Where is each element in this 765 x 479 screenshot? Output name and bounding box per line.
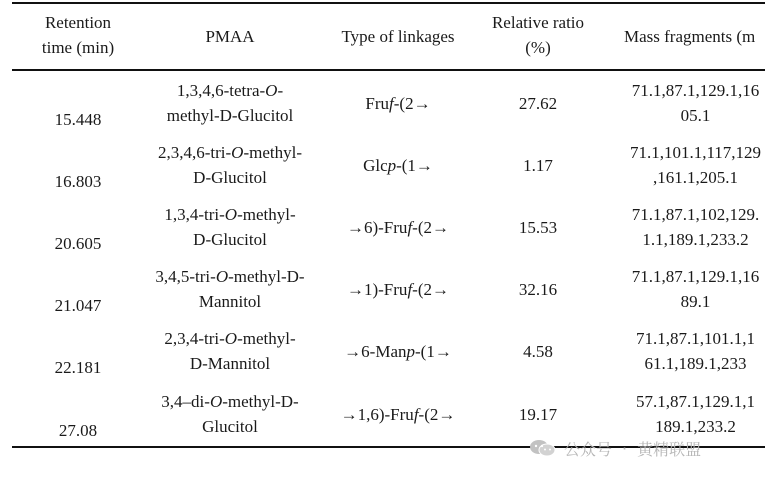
retention-time-cell <box>28 418 128 443</box>
linkage-cell <box>318 339 478 364</box>
mass-fragments-line2: 61.1,189.1,233 <box>644 354 747 373</box>
linkage-part: -(2→ <box>412 280 449 299</box>
mass-fragments-line1: 71.1,87.1,102,129. <box>631 205 760 224</box>
retention-time-cell <box>28 231 128 256</box>
linkage-part: Fru <box>365 94 390 113</box>
mass-fragments-line2: 05.1 <box>680 106 711 125</box>
retention-time: 20.605 <box>54 234 102 253</box>
pmaa-part: 2,3,4,6-tri- <box>157 143 232 162</box>
mass-fragments-cell <box>626 202 765 252</box>
linkage-italic: f <box>407 218 413 237</box>
pmaa-cell <box>150 264 310 314</box>
pmaa-part: D-Mannitol <box>189 354 271 373</box>
mass-fragments-line2: 189.1,233.2 <box>655 417 736 436</box>
retention-time-cell <box>28 107 128 132</box>
pmaa-part: -methyl- <box>243 143 302 162</box>
linkage-part: -(2→ <box>412 218 449 237</box>
pmaa-cell <box>150 389 310 439</box>
relative-ratio: 19.17 <box>518 405 558 424</box>
mass-fragments-line1: 57.1,87.1,129.1,1 <box>636 392 755 411</box>
pmaa-italic: O <box>224 329 238 348</box>
table-top-rule <box>12 2 765 4</box>
pmaa-cell <box>150 140 310 190</box>
header-relative-ratio: Relative ratio (%) <box>491 13 585 57</box>
pmaa-part: Mannitol <box>198 292 262 311</box>
watermark-name: 黄精联盟 <box>637 439 702 459</box>
pmaa-italic: O <box>209 392 223 411</box>
pmaa-part: 2,3,4-tri- <box>164 329 225 348</box>
linkage-part: →6)-Fru <box>346 218 408 237</box>
pmaa-part: -methyl- <box>237 329 296 348</box>
pmaa-cell <box>150 78 310 128</box>
pmaa-part: 1,3,4,6-tetra- <box>176 81 266 100</box>
mass-fragments-cell <box>626 264 765 314</box>
pmaa-italic: O <box>224 205 238 224</box>
pmaa-part: 3,4–di- <box>161 392 210 411</box>
mass-fragments-line1: 71.1,87.1,129.1,16 <box>631 267 760 286</box>
relative-ratio: 15.53 <box>518 218 558 237</box>
linkage-cell <box>318 277 478 302</box>
retention-time-cell <box>28 355 128 380</box>
header-retention-time: Retention time (min) <box>41 13 115 57</box>
linkage-cell <box>318 153 478 178</box>
header-mass-fragments: Mass fragments (m <box>624 27 756 46</box>
mass-fragments-line1: 71.1,101.1,117,129 <box>629 143 762 162</box>
retention-time-cell <box>28 169 128 194</box>
linkage-part: -(1→ <box>415 342 452 361</box>
header-linkage-type: Type of linkages <box>341 27 455 46</box>
header-pmaa: PMAA <box>205 27 255 46</box>
pmaa-part: -methyl- <box>237 205 296 224</box>
pmaa-part: Glucitol <box>202 417 258 436</box>
retention-time: 15.448 <box>54 110 102 129</box>
pmaa-italic: O <box>215 267 229 286</box>
pmaa-italic: O <box>231 143 244 162</box>
linkage-part: →1)-Fru <box>346 280 408 299</box>
pmaa-part: D-Glucitol <box>193 230 267 249</box>
linkage-italic: f <box>407 280 413 299</box>
relative-ratio: 32.16 <box>518 280 558 299</box>
mass-fragments-line2: 1.1,189.1,233.2 <box>642 230 749 249</box>
pmaa-part: 3,4,5-tri- <box>155 267 216 286</box>
pmaa-cell <box>150 202 310 252</box>
watermark-separator: · <box>622 438 628 458</box>
linkage-part: -(2→ <box>418 405 456 424</box>
linkage-cell <box>318 402 478 427</box>
pmaa-part: -methyl-D- <box>222 392 299 411</box>
pmaa-part: methyl-D-Glucitol <box>166 106 294 125</box>
linkage-italic: f <box>413 405 419 424</box>
pmaa-part: D-Glucitol <box>193 168 267 187</box>
linkage-italic: p <box>387 156 397 175</box>
relative-ratio-cell <box>478 277 598 302</box>
mass-fragments-cell <box>626 389 765 439</box>
retention-time: 27.08 <box>58 421 98 440</box>
linkage-part: -(1→ <box>396 156 433 175</box>
mass-fragments-line1: 71.1,87.1,129.1,16 <box>631 81 760 100</box>
retention-time: 21.047 <box>54 296 102 315</box>
watermark-account: 公众号 <box>564 439 613 459</box>
pmaa-part: -methyl-D- <box>228 267 305 286</box>
pmaa-part: - <box>277 81 284 100</box>
relative-ratio: 27.62 <box>518 94 558 113</box>
retention-time-cell <box>28 293 128 318</box>
pmaa-part: 1,3,4-tri- <box>164 205 225 224</box>
mass-fragments-line1: 71.1,87.1,101.1,1 <box>636 329 755 348</box>
mass-fragments-cell <box>626 326 765 376</box>
retention-time: 22.181 <box>54 358 102 377</box>
mass-fragments-cell <box>626 78 765 128</box>
linkage-part: -(2→ <box>393 94 431 113</box>
relative-ratio-cell <box>478 402 598 427</box>
pmaa-cell <box>150 326 310 376</box>
relative-ratio-cell <box>478 153 598 178</box>
watermark <box>528 437 701 459</box>
linkage-italic: p <box>406 342 415 361</box>
relative-ratio: 1.17 <box>523 156 553 175</box>
relative-ratio-cell <box>478 339 598 364</box>
linkage-part: Glc <box>363 156 388 175</box>
mass-fragments-cell <box>626 140 765 190</box>
linkage-part: →6-Man <box>344 342 407 361</box>
mass-fragments-line2: 89.1 <box>680 292 711 311</box>
wechat-icon <box>528 438 558 458</box>
table-header-rule <box>12 69 765 71</box>
retention-time: 16.803 <box>54 172 102 191</box>
relative-ratio: 4.58 <box>523 342 553 361</box>
linkage-cell <box>318 215 478 240</box>
mass-fragments-line2: ,161.1,205.1 <box>653 168 738 187</box>
pmaa-italic: O <box>265 81 278 100</box>
linkage-part: →1,6)-Fru <box>340 405 414 424</box>
linkage-cell <box>318 91 478 116</box>
linkage-italic: f <box>389 94 394 113</box>
relative-ratio-cell <box>478 215 598 240</box>
relative-ratio-cell <box>478 91 598 116</box>
